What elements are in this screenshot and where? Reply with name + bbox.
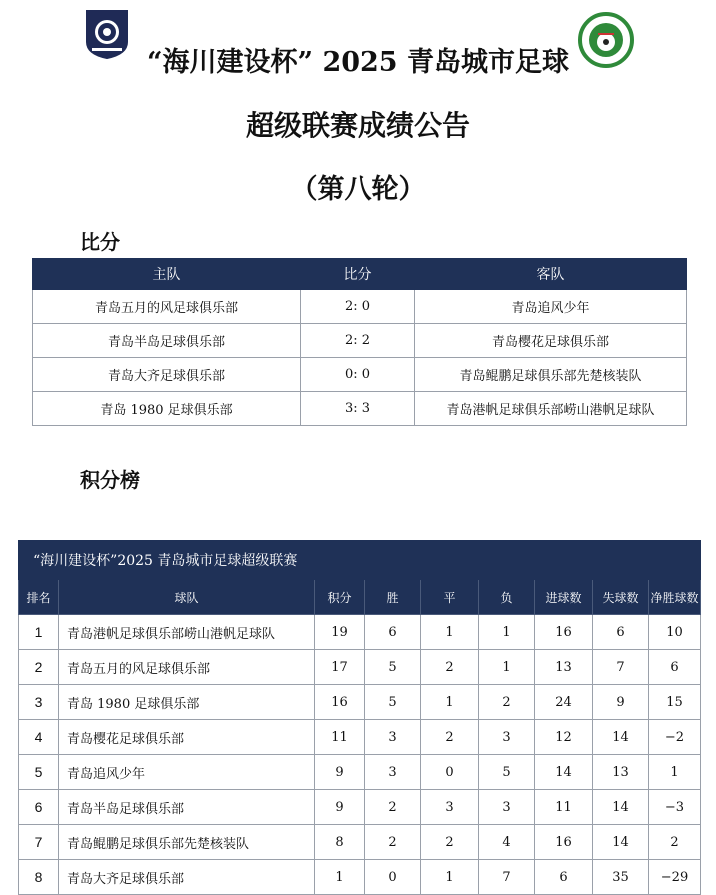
- points-cell: 19: [315, 615, 365, 650]
- rank-cell: 5: [19, 755, 59, 790]
- team-cell: 青岛 1980 足球俱乐部: [59, 685, 315, 720]
- wins-cell: 2: [365, 825, 421, 860]
- goals-against-cell: 14: [593, 790, 649, 825]
- header-losses: 负: [479, 580, 535, 615]
- header-goals-for: 进球数: [535, 580, 593, 615]
- table-row: [33, 392, 687, 426]
- goal-diff-cell: 2: [649, 825, 701, 860]
- draws-cell: 1: [421, 685, 479, 720]
- rank-cell: 1: [19, 615, 59, 650]
- table-row: [33, 324, 687, 358]
- draws-cell: 1: [421, 615, 479, 650]
- header-goal-diff: 净胜球数: [649, 580, 701, 615]
- match-score: 2: 0: [301, 290, 415, 324]
- table-row: [19, 790, 701, 825]
- home-team: 青岛半岛足球俱乐部: [33, 324, 301, 358]
- goal-diff-cell: 6: [649, 650, 701, 685]
- goals-against-cell: 7: [593, 650, 649, 685]
- away-team: 青岛追风少年: [415, 290, 687, 324]
- losses-cell: 3: [479, 790, 535, 825]
- losses-cell: 3: [479, 720, 535, 755]
- goals-against-cell: 9: [593, 685, 649, 720]
- team-cell: 青岛樱花足球俱乐部: [59, 720, 315, 755]
- table-row: [33, 358, 687, 392]
- title-line-1: “海川建设杯” 2025 青岛城市足球: [146, 47, 569, 78]
- match-score: 2: 2: [301, 324, 415, 358]
- wins-cell: 2: [365, 790, 421, 825]
- points-cell: 1: [315, 860, 365, 895]
- header-wins: 胜: [365, 580, 421, 615]
- table-row: [19, 720, 701, 755]
- draws-cell: 2: [421, 825, 479, 860]
- home-team: 青岛大齐足球俱乐部: [33, 358, 301, 392]
- header-points: 积分: [315, 580, 365, 615]
- match-score: 0: 0: [301, 358, 415, 392]
- losses-cell: 5: [479, 755, 535, 790]
- rank-cell: 6: [19, 790, 59, 825]
- table-row: [19, 755, 701, 790]
- points-cell: 17: [315, 650, 365, 685]
- goals-against-cell: 6: [593, 615, 649, 650]
- goals-against-cell: 35: [593, 860, 649, 895]
- losses-cell: 2: [479, 685, 535, 720]
- goal-diff-cell: −3: [649, 790, 701, 825]
- goal-diff-cell: 15: [649, 685, 701, 720]
- rank-cell: 7: [19, 825, 59, 860]
- table-row: [33, 290, 687, 324]
- points-cell: 9: [315, 790, 365, 825]
- rank-cell: 3: [19, 685, 59, 720]
- goals-for-cell: 14: [535, 755, 593, 790]
- header-team: 球队: [59, 580, 315, 615]
- title-line-2: 超级联赛成绩公告: [245, 109, 470, 142]
- draws-cell: 3: [421, 790, 479, 825]
- rank-cell: 4: [19, 720, 59, 755]
- standings-section-heading: 积分榜: [80, 468, 140, 492]
- away-team: 青岛樱花足球俱乐部: [415, 324, 687, 358]
- goals-for-cell: 16: [535, 825, 593, 860]
- match-score: 3: 3: [301, 392, 415, 426]
- goals-against-cell: 13: [593, 755, 649, 790]
- team-cell: 青岛鲲鹏足球俱乐部先楚核装队: [59, 825, 315, 860]
- home-team: 青岛五月的风足球俱乐部: [33, 290, 301, 324]
- table-row: [19, 650, 701, 685]
- scores-header-home: 主队: [33, 259, 301, 290]
- goals-for-cell: 24: [535, 685, 593, 720]
- goal-diff-cell: 1: [649, 755, 701, 790]
- points-cell: 8: [315, 825, 365, 860]
- wins-cell: 5: [365, 685, 421, 720]
- scores-section-heading: 比分: [80, 230, 120, 254]
- team-cell: 青岛半岛足球俱乐部: [59, 790, 315, 825]
- rank-cell: 2: [19, 650, 59, 685]
- home-team: 青岛 1980 足球俱乐部: [33, 392, 301, 426]
- points-cell: 16: [315, 685, 365, 720]
- scores-table: [32, 258, 687, 426]
- wins-cell: 0: [365, 860, 421, 895]
- wins-cell: 3: [365, 755, 421, 790]
- losses-cell: 1: [479, 650, 535, 685]
- standings-table: [18, 540, 701, 895]
- wins-cell: 3: [365, 720, 421, 755]
- points-cell: 11: [315, 720, 365, 755]
- standings-caption: “海川建设杯”2025 青岛城市足球超级联赛: [19, 541, 701, 580]
- losses-cell: 1: [479, 615, 535, 650]
- team-cell: 青岛大齐足球俱乐部: [59, 860, 315, 895]
- table-row: [19, 615, 701, 650]
- draws-cell: 2: [421, 720, 479, 755]
- goals-for-cell: 6: [535, 860, 593, 895]
- scores-header-away: 客队: [415, 259, 687, 290]
- draws-cell: 2: [421, 650, 479, 685]
- goals-for-cell: 16: [535, 615, 593, 650]
- wins-cell: 5: [365, 650, 421, 685]
- away-team: 青岛港帆足球俱乐部崂山港帆足球队: [415, 392, 687, 426]
- team-cell: 青岛港帆足球俱乐部崂山港帆足球队: [59, 615, 315, 650]
- title-line-3: （第八轮）: [290, 174, 426, 205]
- goals-for-cell: 13: [535, 650, 593, 685]
- team-cell: 青岛五月的风足球俱乐部: [59, 650, 315, 685]
- points-cell: 9: [315, 755, 365, 790]
- table-row: [19, 860, 701, 895]
- goals-for-cell: 12: [535, 720, 593, 755]
- rank-cell: 8: [19, 860, 59, 895]
- goal-diff-cell: 10: [649, 615, 701, 650]
- away-team: 青岛鲲鹏足球俱乐部先楚核装队: [415, 358, 687, 392]
- goals-for-cell: 11: [535, 790, 593, 825]
- goals-against-cell: 14: [593, 825, 649, 860]
- team-cell: 青岛追风少年: [59, 755, 315, 790]
- table-row: [19, 685, 701, 720]
- draws-cell: 0: [421, 755, 479, 790]
- draws-cell: 1: [421, 860, 479, 895]
- goal-diff-cell: −2: [649, 720, 701, 755]
- header-goals-against: 失球数: [593, 580, 649, 615]
- goals-against-cell: 14: [593, 720, 649, 755]
- wins-cell: 6: [365, 615, 421, 650]
- scores-header-score: 比分: [301, 259, 415, 290]
- table-row: [19, 825, 701, 860]
- header-rank: 排名: [19, 580, 59, 615]
- goal-diff-cell: −29: [649, 860, 701, 895]
- losses-cell: 7: [479, 860, 535, 895]
- header-draws: 平: [421, 580, 479, 615]
- losses-cell: 4: [479, 825, 535, 860]
